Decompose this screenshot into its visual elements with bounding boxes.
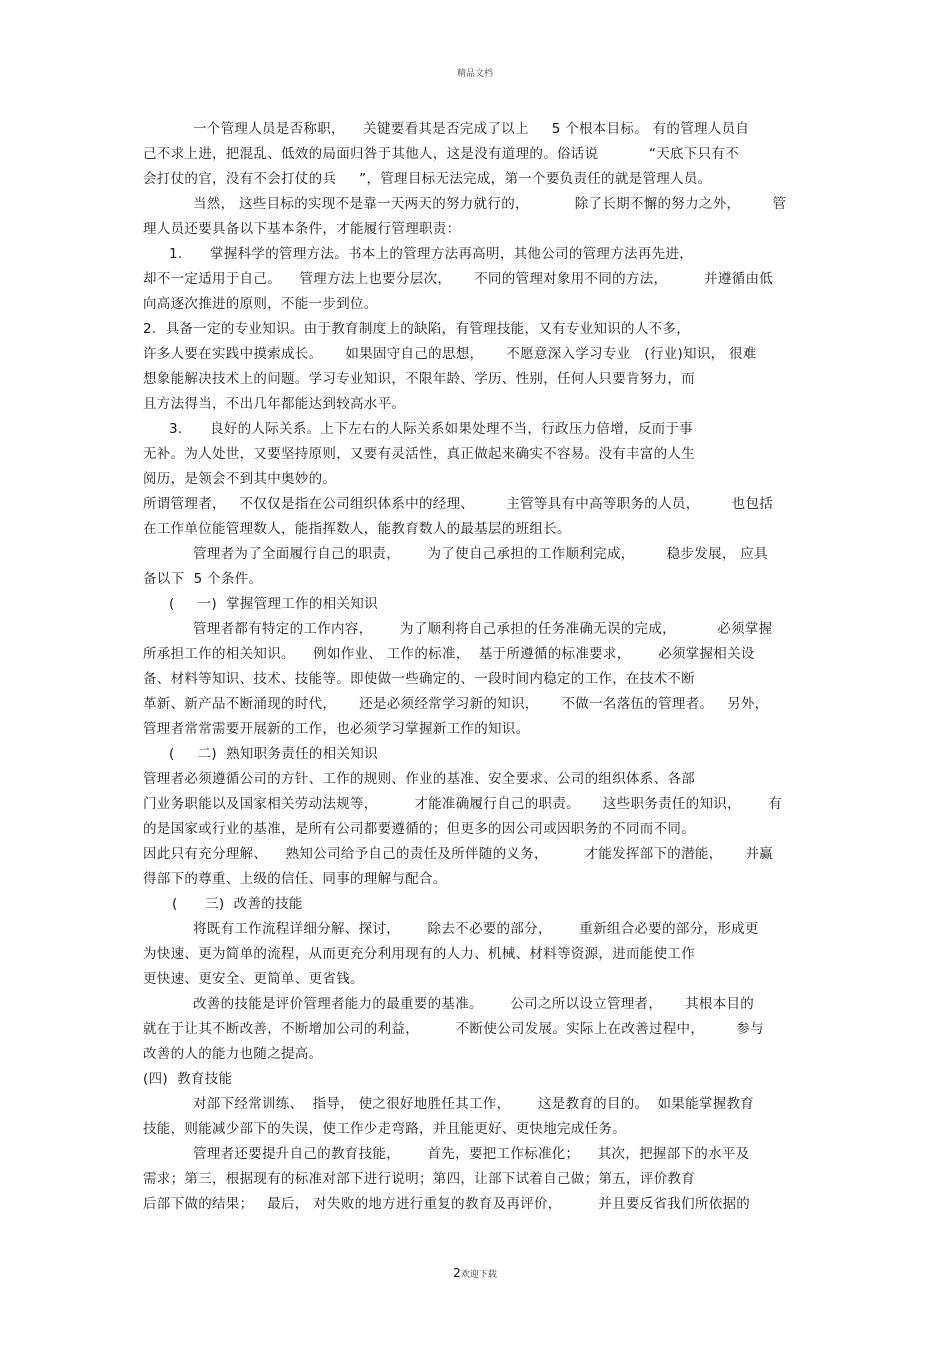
text-line: 后部下做的结果； 最后， 对失败的地方进行重复的教育及再评价， 并且要反省我们所依据的 (143, 1196, 751, 1212)
footer-text: 欢迎下载 (460, 1270, 497, 1280)
text-line: 将既有工作流程详细分解、探讨， 除去不必要的部分， 重新组合必要的部分，形成更 (193, 921, 759, 937)
text-line: 当然， 这些目标的实现不是靠一天两天的努力就行的， 除了长期不懈的努力之外， 管 (193, 196, 787, 212)
text-line: 己不求上进，把混乱、低效的局面归咎于其他人，这是没有道理的。俗话说 “天底下只有不 (143, 146, 739, 162)
text-line: 为快速、更为简单的流程，从而更充分利用现有的人力、机械、材料等资源，进而能使工作 (143, 946, 695, 962)
text-line: 却不一定适用于自己。 管理方法上也要分层次， 不同的管理对象用不同的方法， 并遵循由低 (143, 271, 774, 287)
page-number: 2 (453, 1266, 461, 1280)
text-line: 门业务职能以及国家相关劳动法规等， 才能准确履行自己的职责。 这些职务责任的知识， 有 (143, 796, 783, 812)
text-line: 更快速、更安全、更简单、更省钱。 (143, 971, 364, 987)
text-line: 对部下经常训练、 指导， 使之很好地胜任其工作， 这是教育的目的。 如果能掌握教育 (193, 1096, 755, 1112)
text-line: 无补。为人处世，又要坚持原则，又要有灵活性，真正做起来确实不容易。没有丰富的人生 (143, 446, 695, 462)
text-line: 一个管理人员是否称职， 关键要看其是否完成了以上 5 个根本目标。 有的管理人员自 (193, 121, 750, 137)
text-line: 改善的人的能力也随之提高。 (143, 1046, 323, 1062)
text-line: 向高逐次推进的原则，不能一步到位。 (143, 296, 378, 312)
text-line: 需求；第三，根据现有的标准对部下进行说明；第四，让部下试着自己做；第五，评价教育 (143, 1171, 695, 1187)
text-line: 管理者必须遵循公司的方针、工作的规则、作业的基准、安全要求、公司的组织体系、各部 (143, 771, 695, 787)
text-line: 改善的技能是评价管理者能力的最重要的基准。 公司之所以设立管理者， 其根本目的 (193, 996, 755, 1012)
text-line: 因此只有充分理解、 熟知公司给予自己的责任及所伴随的义务， 才能发挥部下的潜能， 并赢 (143, 846, 774, 862)
text-line: 会打仗的官，没有不会打仗的兵 ”，管理目标无法完成，第一个要负责任的就是管理人员。 (143, 171, 712, 187)
text-line: 得部下的尊重、上级的信任、同事的理解与配合。 (143, 871, 447, 887)
text-line: 的是国家或行业的基准，是所有公司都要遵循的；但更多的因公司或因职务的不同而不同。 (143, 821, 695, 837)
text-line: 理人员还要具备以下基本条件，才能履行管理职责： (143, 221, 461, 237)
text-line: 备以下 5 个条件。 (143, 571, 263, 587)
text-line: 许多人要在实践中摸索成长。 如果固守自己的思想， 不愿意深入学习专业 (行业)知识， 很难 (143, 346, 757, 362)
text-line: ( 一) 掌握管理工作的相关知识 (169, 596, 378, 612)
page-footer (0, 1266, 950, 1280)
text-line: 管理者都有特定的工作内容， 为了顺利将自己承担的任务准确无误的完成， 必须掌握 (193, 621, 773, 637)
text-line: 技能，则能减少部下的失误，使工作少走弯路，并且能更好、更快地完成任务。 (143, 1121, 626, 1137)
text-line: (四) 教育技能 (143, 1071, 233, 1087)
text-line: 备、材料等知识、技术、技能等。即使做一些确定的、一段时间内稳定的工作，在技术不断 (143, 671, 695, 687)
text-line: 管理者还要提升自己的教育技能， 首先，要把工作标准化； 其次，把握部下的水平及 (193, 1146, 750, 1162)
text-line: 且方法得当，不出几年都能达到较高水平。 (143, 396, 406, 412)
text-line: 所承担工作的相关知识。 例如作业、 工作的标准， 基于所遵循的标准要求， 必须掌握相关设 (143, 646, 755, 662)
text-line: ( 二) 熟知职务责任的相关知识 (169, 746, 378, 762)
page-header: 精品文档 (456, 69, 493, 79)
text-line: 阅历，是领会不到其中奥妙的。 (143, 471, 337, 487)
text-line: 想象能解决技术上的问题。学习专业知识，不限年龄、学历、性别，任何人只要肯努力，而 (143, 371, 695, 387)
text-line: 3. 良好的人际关系。上下左右的人际关系如果处理不当，行政压力倍增，反而于事 (169, 421, 694, 437)
text-line: 在工作单位能管理数人，能指挥数人，能教育数人的最基层的班组长。 (143, 521, 571, 537)
text-line: 管理者为了全面履行自己的职责， 为了使自己承担的工作顺利完成， 稳步发展， 应具 (193, 546, 768, 562)
text-line: 1. 掌握科学的管理方法。书本上的管理方法再高明，其他公司的管理方法再先进， (169, 246, 694, 262)
text-line: 就在于让其不断改善，不断增加公司的利益， 不断使公司发展。实际上在改善过程中， 参与 (143, 1021, 764, 1037)
text-line: 2. 具备一定的专业知识。由于教育制度上的缺陷，有管理技能，又有专业知识的人不多， (143, 321, 691, 337)
text-line: ( 三) 改善的技能 (172, 896, 303, 912)
text-line: 所谓管理者， 不仅仅是指在公司组织体系中的经理、 主管等具有中高等职务的人员， 也包括 (143, 496, 774, 512)
text-line: 革新、新产品不断涌现的时代， 还是必须经常学习新的知识， 不做一名落伍的管理者。 另外， (143, 696, 769, 712)
text-line: 管理者常常需要开展新的工作，也必须学习掌握新工作的知识。 (143, 721, 530, 737)
